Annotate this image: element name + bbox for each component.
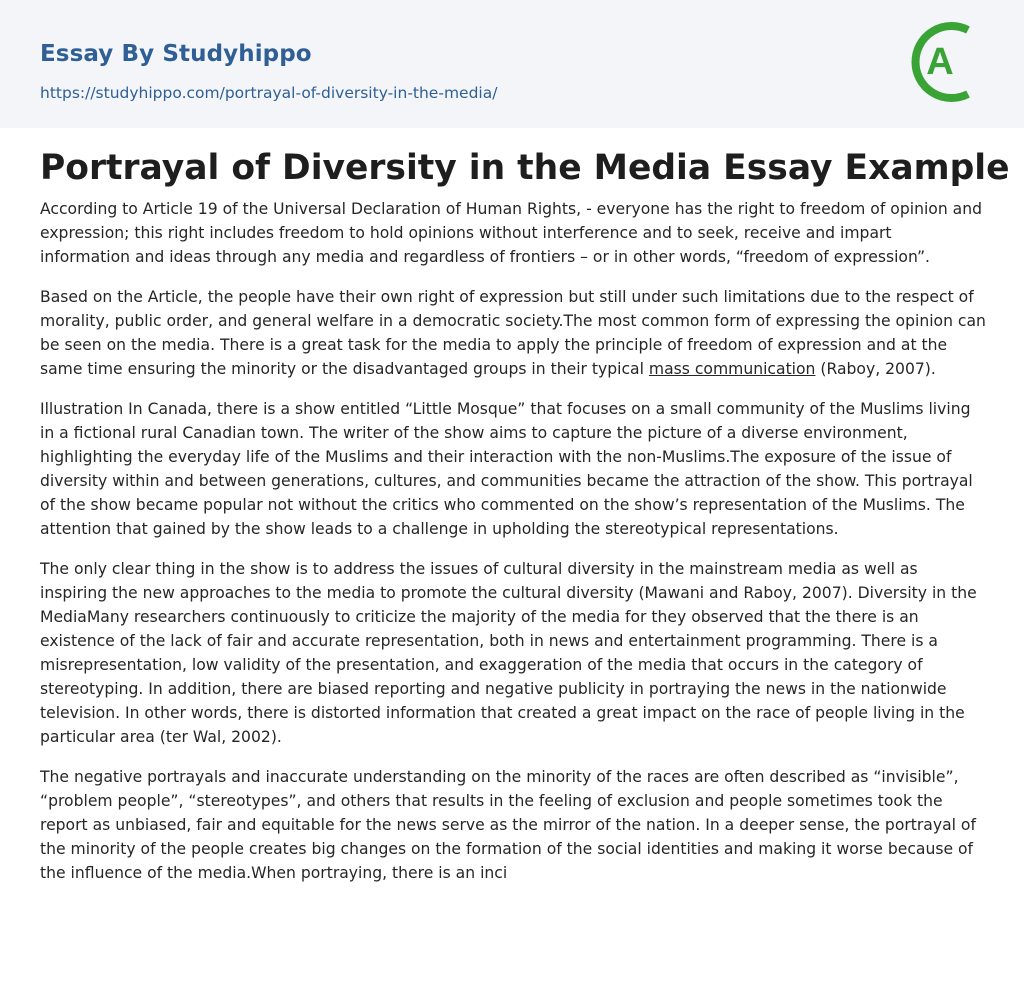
page-title: Portrayal of Diversity in the Media Essay Example [40,148,1010,188]
essay-url-link[interactable]: https://studyhippo.com/portrayal-of-diversity-in-the-media/ [40,84,498,102]
paragraph-2-citation: (Raboy, 2007). [815,360,936,378]
paragraph-4: The only clear thing in the show is to address the issues of cultural diversity in the mainstream media as well as inspiring the new approaches to the media to promote the cultural diversity (Mawani and Raboy, 2007). Diversity in the MediaMany researchers continuously to criticize the majority of the media for they observed that the there is an existence of the lack of fair and accurate representation, both in news and entertainment programming. There is a misrepresentation, low validity of the presentation, and exaggeration of the media that occurs in the category of stereotyping. In addition, there are biased reporting and negative publicity in portraying the news in the nationwide television. In other words, there is distorted information that created a great impact on the race of people living in the particular area (ter Wal, 2002). [40,560,977,746]
site-header [0,0,1024,128]
paragraph-3: Illustration In Canada, there is a show entitled “Little Mosque” that focuses on a small community of the Muslims living in a fictional rural Canadian town. The writer of the show aims to capture the picture of a diverse environment, highlighting the everyday life of the Muslims and their interaction with the non-Muslims.The exposure of the issue of diversity within and between generations, cultures, and communities became the attraction of the show. This portrayal of the show became popular not without the critics who commented on the show’s representation of the Muslims. The attention that gained by the show leads to a challenge in upholding the stereotypical representations. [40,400,973,538]
studyhippo-logo-icon[interactable] [904,18,988,106]
paragraph-5: The negative portrayals and inaccurate understanding on the minority of the races are often described as “invisible”, “problem people”, “stereotypes”, and others that results in the feeling of exclusion and people sometimes took the report as unbiased, fair and equitable for the news serve as the mirror of the nation. In a deeper sense, the portrayal of the minority of the people creates big changes on the formation of the social identities and making it worse because of the influence of the media.When portraying, there is an inci [40,768,976,882]
brand-title[interactable]: Essay By Studyhippo [40,41,312,67]
paragraph-1: According to Article 19 of the Universal Declaration of Human Rights, - everyone has the right to freedom of opinion and expression; this right includes freedom to hold opinions without interference and to seek, receive and impart information and ideas through any media and regardless of frontiers – or in other words, “freedom of expression”. [40,200,982,266]
paragraph-2 [40,285,986,381]
logo-letter: A [926,41,954,83]
mass-communication-link[interactable]: mass communication [648,360,816,378]
essay-content [40,146,1010,901]
paragraph-2-text: Based on the Article, the people have their own right of expression but still under such limitations due to the respect of morality, public order, and general welfare in a democratic society.The most common form of expressing the opinion can be seen on the media. There is a great task for the media to apply the principle of freedom of expression and at the same time ensuring the minority or the disadvantaged groups in their typical [40,288,986,378]
